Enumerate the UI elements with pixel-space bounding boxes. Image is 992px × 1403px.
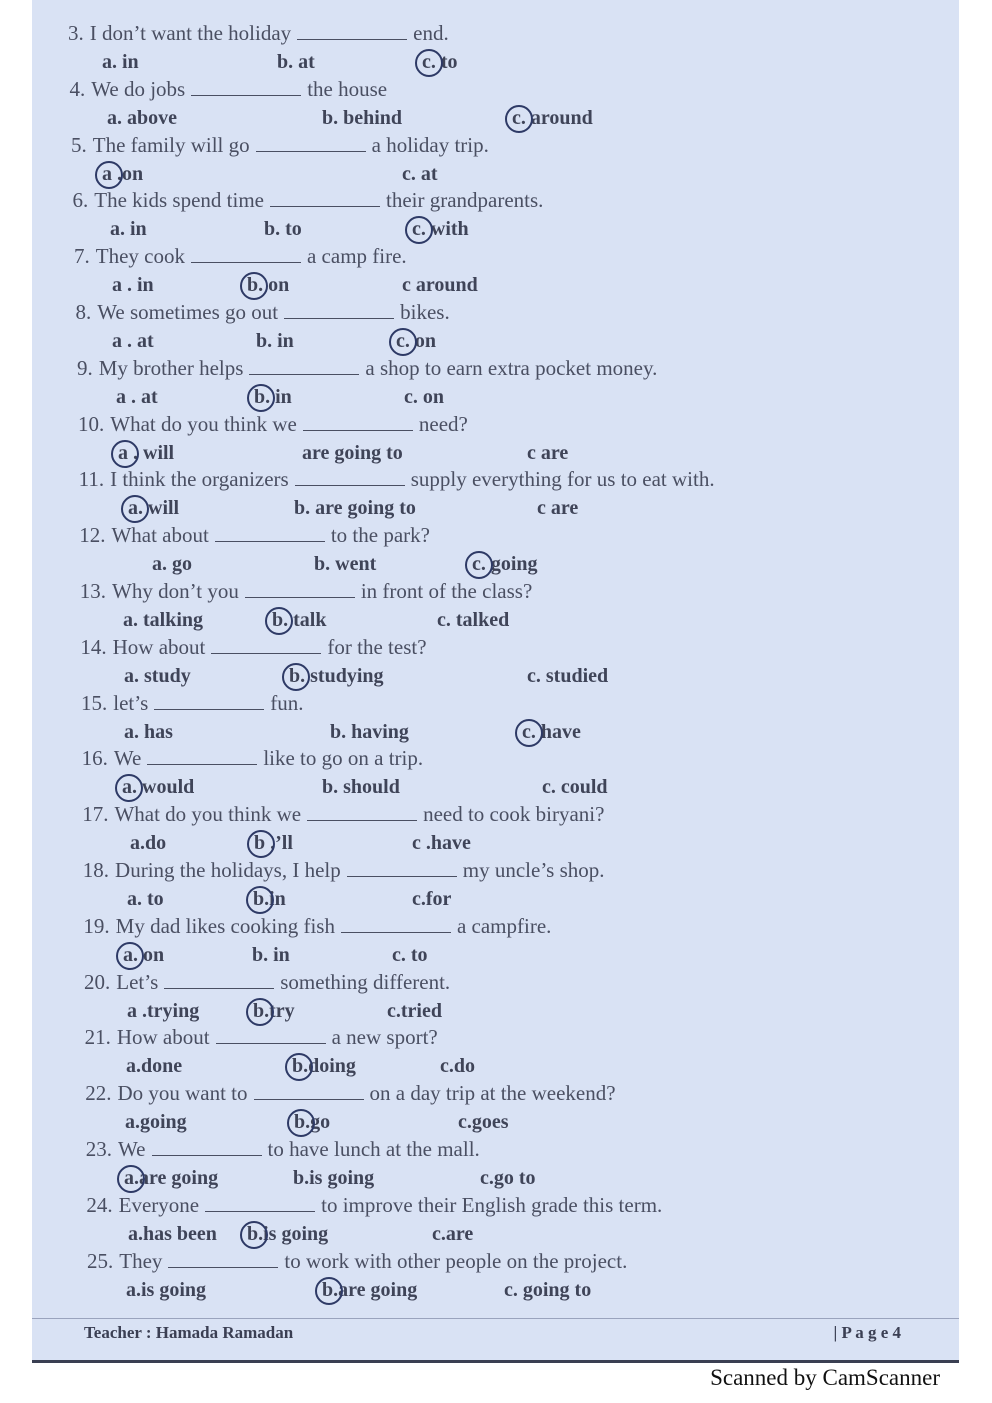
answer-blank bbox=[164, 970, 274, 989]
answer-option: b. are going to bbox=[294, 497, 416, 520]
question-number: 22. bbox=[85, 1081, 112, 1106]
question-18 bbox=[83, 855, 939, 885]
question-3 bbox=[68, 18, 939, 48]
question-text-before: What do you think we bbox=[110, 411, 297, 436]
answer-blank bbox=[347, 858, 457, 877]
teacher-name: Teacher : Hamada Ramadan bbox=[84, 1323, 294, 1342]
answer-option: a.going bbox=[125, 1111, 187, 1134]
answer-blank bbox=[254, 1081, 364, 1100]
question-8 bbox=[76, 297, 940, 327]
circled-answer-option: b. studying bbox=[289, 662, 384, 690]
answer-option: c.do bbox=[440, 1055, 475, 1078]
question-number: 9. bbox=[77, 355, 93, 380]
options-row bbox=[32, 327, 939, 355]
answer-option: a. above bbox=[107, 106, 177, 129]
options-row bbox=[32, 383, 939, 411]
options-row bbox=[32, 494, 939, 522]
question-text-after: for the test? bbox=[327, 634, 427, 659]
question-text-after: a shop to earn extra pocket money. bbox=[365, 355, 658, 380]
question-number: 10. bbox=[78, 411, 105, 436]
question-text-after: to the park? bbox=[330, 523, 430, 548]
options-row bbox=[32, 606, 939, 634]
question-text-after: in front of the class? bbox=[360, 579, 533, 603]
question-list bbox=[32, 0, 959, 1360]
options-row bbox=[32, 885, 939, 913]
question-text-after: a holiday trip. bbox=[371, 132, 489, 157]
question-text-before: The kids spend time bbox=[94, 188, 264, 213]
question-11 bbox=[79, 464, 939, 494]
circled-answer-option: b. in bbox=[254, 383, 292, 411]
options-row bbox=[32, 271, 939, 299]
question-text-before: How about bbox=[116, 1025, 210, 1050]
answer-option: c. on bbox=[404, 385, 444, 408]
options-row bbox=[32, 773, 939, 801]
circled-answer-option: b .’ll bbox=[254, 829, 293, 857]
circled-answer-option: c. with bbox=[412, 215, 469, 243]
question-9 bbox=[77, 353, 939, 383]
question-text-before: let’s bbox=[113, 690, 149, 715]
answer-option: c. to bbox=[392, 943, 428, 966]
answer-blank bbox=[191, 77, 301, 96]
answer-option: a. talking bbox=[123, 609, 204, 631]
options-row bbox=[32, 1164, 939, 1192]
answer-option: c. could bbox=[542, 776, 608, 799]
question-text-before: I don’t want the holiday bbox=[89, 21, 292, 45]
answer-option: b. to bbox=[264, 218, 302, 241]
question-number: 14. bbox=[80, 634, 107, 659]
answer-blank bbox=[256, 133, 366, 152]
question-text-before: Do you want to bbox=[117, 1081, 248, 1106]
question-text-after: a camp fire. bbox=[306, 244, 407, 269]
circled-answer-option: c. have bbox=[522, 718, 581, 746]
question-number: 21. bbox=[84, 1025, 111, 1050]
circled-answer-option: b. talk bbox=[272, 606, 326, 634]
answer-blank bbox=[191, 244, 301, 263]
options-row bbox=[32, 439, 939, 467]
answer-blank bbox=[341, 914, 451, 933]
question-text-after: like to go on a trip. bbox=[263, 746, 424, 771]
worksheet-page bbox=[32, 0, 959, 1363]
question-24 bbox=[86, 1190, 939, 1220]
scanner-watermark: Scanned by CamScanner bbox=[710, 1365, 940, 1390]
answer-option: b. should bbox=[322, 776, 400, 799]
question-20 bbox=[84, 967, 939, 997]
question-6 bbox=[73, 185, 940, 215]
options-row bbox=[32, 104, 939, 132]
options-row bbox=[32, 550, 939, 578]
answer-blank bbox=[245, 579, 355, 598]
answer-option: c.for bbox=[412, 888, 452, 910]
answer-blank bbox=[249, 356, 359, 375]
page-footer bbox=[32, 1318, 959, 1347]
question-text-before: They bbox=[119, 1248, 163, 1273]
question-text-before: Why don’t you bbox=[112, 579, 239, 603]
circled-answer-option: c. to bbox=[422, 48, 458, 76]
question-text-after: bikes. bbox=[400, 300, 450, 324]
question-number: 6. bbox=[72, 188, 89, 213]
question-text-before: They cook bbox=[95, 244, 185, 269]
options-row bbox=[32, 1052, 939, 1080]
question-16 bbox=[82, 743, 939, 773]
circled-answer-option: c. on bbox=[396, 327, 436, 355]
answer-option: a.has been bbox=[128, 1222, 217, 1245]
answer-blank bbox=[307, 802, 417, 821]
question-text-after: a new sport? bbox=[331, 1025, 438, 1050]
answer-option: a . at bbox=[116, 385, 158, 408]
circled-answer-option: b.are going bbox=[322, 1276, 417, 1304]
options-row bbox=[32, 718, 939, 746]
question-7 bbox=[74, 241, 939, 271]
question-text-before: How about bbox=[112, 634, 206, 659]
answer-option: c. going to bbox=[504, 1278, 592, 1301]
question-text-after: need to cook biryani? bbox=[423, 802, 605, 827]
question-22 bbox=[85, 1078, 939, 1108]
question-13 bbox=[80, 576, 939, 606]
question-text-after: to work with other people on the project. bbox=[284, 1248, 628, 1273]
question-number: 24. bbox=[86, 1192, 113, 1217]
answer-option: a .trying bbox=[127, 999, 200, 1022]
question-text-after: on a day trip at the weekend? bbox=[369, 1081, 616, 1106]
circled-answer-option: c. going bbox=[472, 550, 538, 578]
options-row bbox=[32, 215, 939, 243]
answer-option: a. in bbox=[102, 51, 139, 73]
answer-option: c.go to bbox=[480, 1167, 536, 1189]
question-text-after: end. bbox=[413, 21, 449, 45]
question-number: 5. bbox=[71, 132, 87, 157]
answer-blank bbox=[295, 467, 405, 486]
options-row bbox=[32, 1220, 939, 1248]
answer-option: b. went bbox=[314, 553, 377, 576]
answer-option: c. talked bbox=[437, 609, 510, 631]
answer-option: c around bbox=[402, 274, 478, 297]
answer-option: a. has bbox=[124, 720, 173, 743]
question-number: 19. bbox=[83, 913, 110, 938]
question-text-after: their grandparents. bbox=[385, 188, 544, 213]
question-text-after: supply everything for us to eat with. bbox=[410, 467, 715, 492]
answer-option: c.goes bbox=[458, 1111, 509, 1134]
circled-answer-option: b.in bbox=[253, 885, 286, 913]
question-number: 4. bbox=[69, 76, 86, 101]
question-12 bbox=[79, 520, 939, 550]
question-number: 15. bbox=[81, 690, 108, 715]
answer-option: a . at bbox=[112, 330, 154, 352]
circled-answer-option: a. on bbox=[123, 941, 164, 969]
options-row bbox=[32, 997, 939, 1025]
question-text-before: We bbox=[118, 1137, 146, 1161]
question-text-before: Let’s bbox=[116, 969, 159, 994]
question-text-before: We sometimes go out bbox=[97, 300, 279, 324]
answer-option: a.is going bbox=[126, 1278, 207, 1301]
question-text-after: a campfire. bbox=[456, 913, 552, 938]
answer-blank bbox=[205, 1193, 315, 1212]
answer-option: c are bbox=[527, 441, 569, 464]
answer-option: c .have bbox=[412, 832, 471, 855]
answer-blank bbox=[168, 1249, 278, 1268]
question-25 bbox=[87, 1246, 939, 1276]
answer-blank bbox=[211, 635, 321, 654]
question-number: 18. bbox=[82, 858, 110, 882]
answer-option: b.is going bbox=[293, 1167, 375, 1189]
answer-option: b. in bbox=[256, 330, 294, 352]
options-row bbox=[32, 1276, 939, 1304]
circled-answer-option: b.is going bbox=[247, 1220, 328, 1248]
answer-option: c.are bbox=[432, 1222, 474, 1245]
question-text-after: to have lunch at the mall. bbox=[267, 1137, 480, 1161]
answer-option: a . in bbox=[112, 274, 154, 297]
question-text-before: The family will go bbox=[92, 132, 250, 157]
question-number: 17. bbox=[82, 802, 109, 827]
answer-blank bbox=[303, 412, 413, 431]
answer-blank bbox=[147, 746, 257, 765]
circled-answer-option: b. on bbox=[247, 271, 289, 299]
question-number: 3. bbox=[68, 21, 84, 45]
question-text-after: need? bbox=[418, 411, 468, 436]
question-number: 20. bbox=[84, 969, 111, 994]
circled-answer-option: a . will bbox=[118, 439, 174, 467]
question-5 bbox=[71, 130, 939, 160]
question-21 bbox=[85, 1022, 939, 1052]
question-number: 8. bbox=[75, 300, 92, 324]
answer-blank bbox=[152, 1137, 262, 1156]
question-text-before: My brother helps bbox=[98, 355, 244, 380]
question-19 bbox=[83, 911, 939, 941]
question-10 bbox=[78, 409, 939, 439]
answer-option: a. in bbox=[110, 218, 147, 241]
question-number: 12. bbox=[79, 523, 106, 548]
circled-answer-option: c. around bbox=[512, 104, 593, 132]
question-text-after: my uncle’s shop. bbox=[462, 858, 605, 882]
question-number: 25. bbox=[87, 1248, 114, 1273]
answer-option: b. having bbox=[330, 720, 409, 743]
circled-answer-option: a. will bbox=[128, 494, 179, 522]
question-text-before: We do jobs bbox=[91, 76, 186, 101]
question-number: 13. bbox=[79, 579, 107, 603]
answer-option: a. to bbox=[127, 888, 164, 910]
answer-blank bbox=[270, 188, 380, 207]
question-text-after: to improve their English grade this term. bbox=[321, 1192, 663, 1217]
options-row bbox=[32, 941, 939, 969]
answer-blank bbox=[297, 21, 407, 40]
question-text-after: fun. bbox=[270, 690, 304, 715]
question-4 bbox=[70, 74, 940, 104]
circled-answer-option: a .on bbox=[102, 160, 143, 188]
question-text-before: We bbox=[113, 746, 142, 771]
question-text-before: What do you think we bbox=[114, 802, 302, 827]
circled-answer-option: a.are going bbox=[124, 1164, 218, 1192]
question-text-before: I think the organizers bbox=[110, 467, 289, 492]
answer-option: c. at bbox=[402, 162, 438, 185]
answer-option: a. go bbox=[152, 553, 192, 576]
question-number: 23. bbox=[85, 1137, 113, 1161]
circled-answer-option: a. would bbox=[122, 773, 194, 801]
options-row bbox=[32, 48, 939, 76]
question-number: 16. bbox=[81, 746, 108, 771]
options-row bbox=[32, 160, 939, 188]
answer-option: a.done bbox=[126, 1055, 183, 1078]
question-text-after: the house bbox=[307, 76, 388, 101]
circled-answer-option: b.try bbox=[253, 997, 295, 1025]
answer-blank bbox=[216, 1025, 326, 1044]
question-text-before: My dad likes cooking fish bbox=[115, 913, 335, 938]
answer-option: a.do bbox=[130, 832, 167, 855]
answer-option: b. at bbox=[277, 51, 315, 73]
question-text-before: Everyone bbox=[118, 1192, 200, 1217]
options-row bbox=[32, 662, 939, 690]
question-15 bbox=[81, 688, 939, 718]
question-23 bbox=[86, 1134, 939, 1164]
question-number: 7. bbox=[74, 244, 90, 269]
answer-option: c.tried bbox=[387, 999, 442, 1022]
question-14 bbox=[80, 632, 939, 662]
circled-answer-option: b.go bbox=[294, 1108, 330, 1136]
answer-option: are going to bbox=[302, 441, 403, 464]
question-text-before: During the holidays, I help bbox=[115, 858, 341, 882]
options-row bbox=[32, 1108, 939, 1136]
answer-option: c are bbox=[537, 497, 579, 520]
answer-option: a. study bbox=[124, 664, 191, 687]
answer-option: b. in bbox=[252, 943, 290, 966]
question-number: 11. bbox=[78, 467, 105, 492]
options-row bbox=[32, 829, 939, 857]
question-text-before: What about bbox=[111, 523, 209, 548]
circled-answer-option: b.doing bbox=[292, 1052, 356, 1080]
answer-blank bbox=[284, 300, 394, 319]
answer-option: c. studied bbox=[527, 664, 609, 687]
answer-blank bbox=[154, 691, 264, 710]
question-17 bbox=[82, 799, 939, 829]
page-number: | P a g e 4 bbox=[833, 1323, 901, 1342]
question-text-after: something different. bbox=[280, 969, 451, 994]
answer-option: b. behind bbox=[322, 106, 403, 129]
answer-blank bbox=[215, 523, 325, 542]
